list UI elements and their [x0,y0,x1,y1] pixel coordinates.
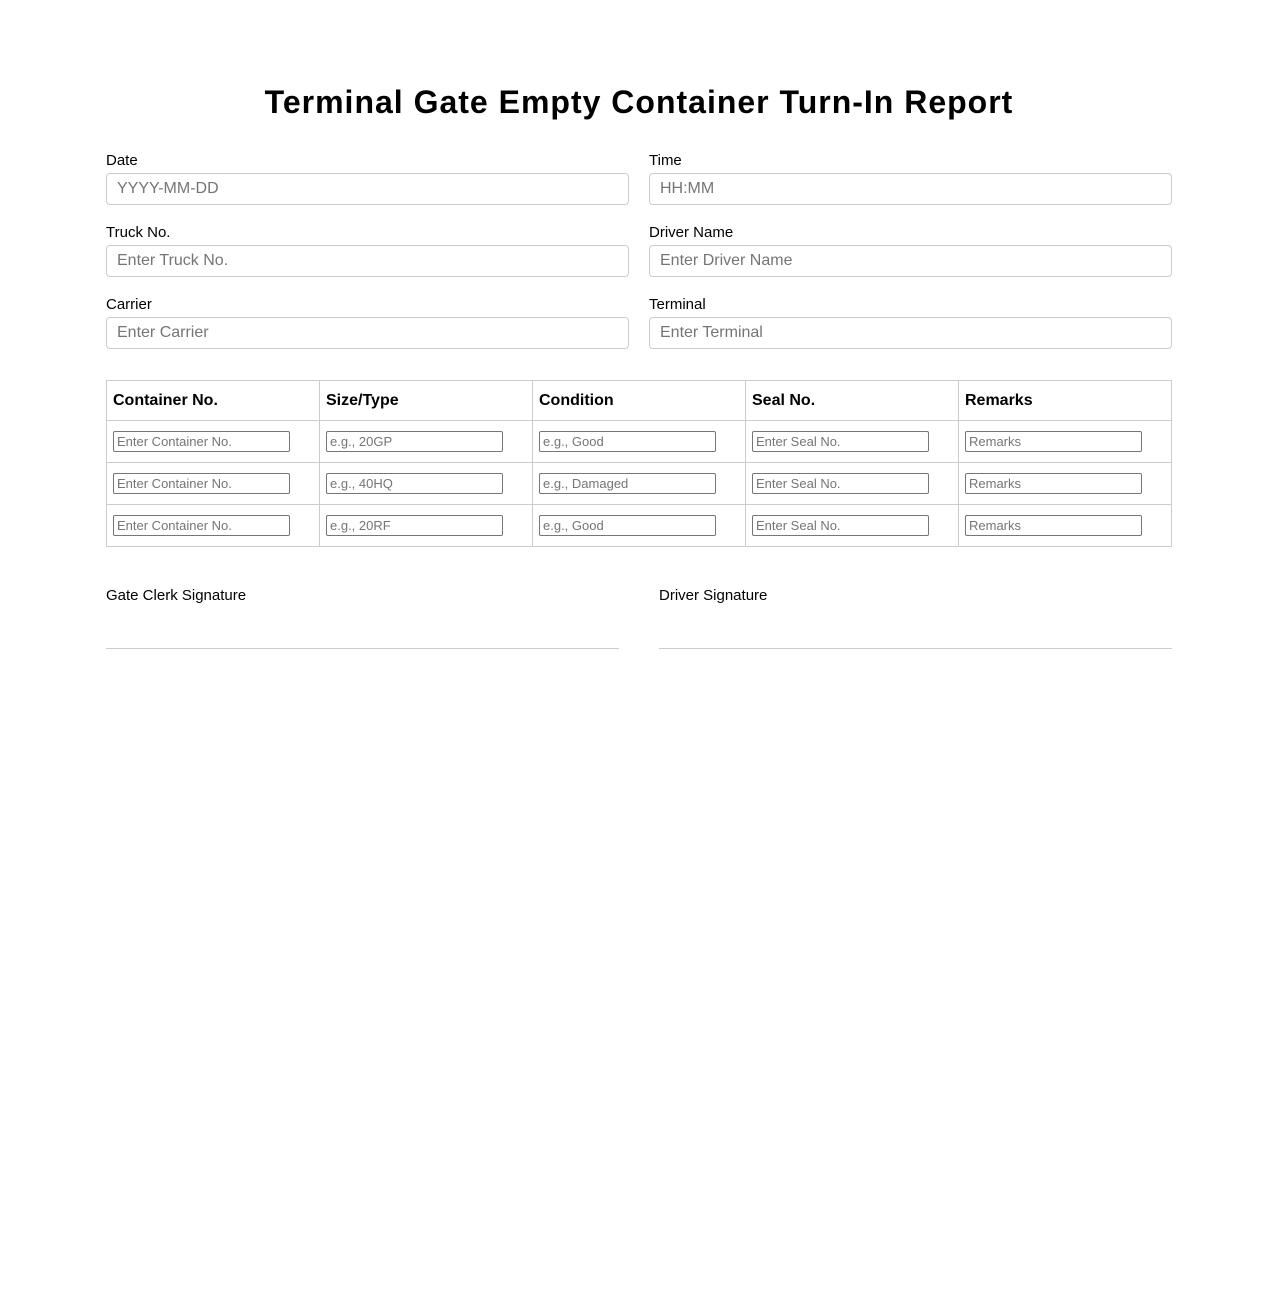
time-input[interactable] [649,173,1172,205]
table-row [107,505,1172,547]
size-type-input[interactable] [326,431,503,452]
remarks-input[interactable] [965,431,1142,452]
driver-signature-line[interactable] [659,648,1172,649]
signature-section [106,587,1172,649]
remarks-input[interactable] [965,473,1142,494]
container-no-input[interactable] [113,431,290,452]
time-label: Time [649,152,682,169]
table-row [107,463,1172,505]
driver-name-label: Driver Name [649,224,734,241]
table-header-row [107,381,1172,421]
header-container-no: Container No. [107,381,320,421]
seal-no-input[interactable] [752,431,929,452]
date-field-group [106,152,629,216]
header-remarks: Remarks [959,381,1172,421]
seal-no-input[interactable] [752,473,929,494]
truck-no-field-group [106,224,629,288]
container-no-input[interactable] [113,473,290,494]
driver-signature [659,587,1172,649]
driver-name-input[interactable] [649,245,1172,277]
date-input[interactable] [106,173,629,205]
remarks-input[interactable] [965,515,1142,536]
terminal-input[interactable] [649,317,1172,349]
date-label: Date [106,152,138,169]
header-size-type: Size/Type [320,381,533,421]
size-type-input[interactable] [326,473,503,494]
size-type-input[interactable] [326,515,503,536]
terminal-field-group [649,296,1172,360]
gate-clerk-signature-label: Gate Clerk Signature [106,587,247,604]
carrier-label: Carrier [106,296,152,313]
header-seal-no: Seal No. [746,381,959,421]
driver-signature-label: Driver Signature [659,587,768,604]
condition-input[interactable] [539,473,716,494]
truck-no-input[interactable] [106,245,629,277]
truck-no-label: Truck No. [106,224,171,241]
gate-clerk-signature-line[interactable] [106,648,619,649]
carrier-field-group [106,296,629,360]
page-title: Terminal Gate Empty Container Turn-In Report [264,84,1014,120]
condition-input[interactable] [539,431,716,452]
time-field-group [649,152,1172,216]
gate-clerk-signature [106,587,619,649]
header-condition: Condition [533,381,746,421]
condition-input[interactable] [539,515,716,536]
seal-no-input[interactable] [752,515,929,536]
table-row [107,421,1172,463]
terminal-label: Terminal [649,296,706,313]
container-no-input[interactable] [113,515,290,536]
container-table [106,380,1172,547]
carrier-input[interactable] [106,317,629,349]
header-fields [106,152,1172,360]
driver-name-field-group [649,224,1172,288]
